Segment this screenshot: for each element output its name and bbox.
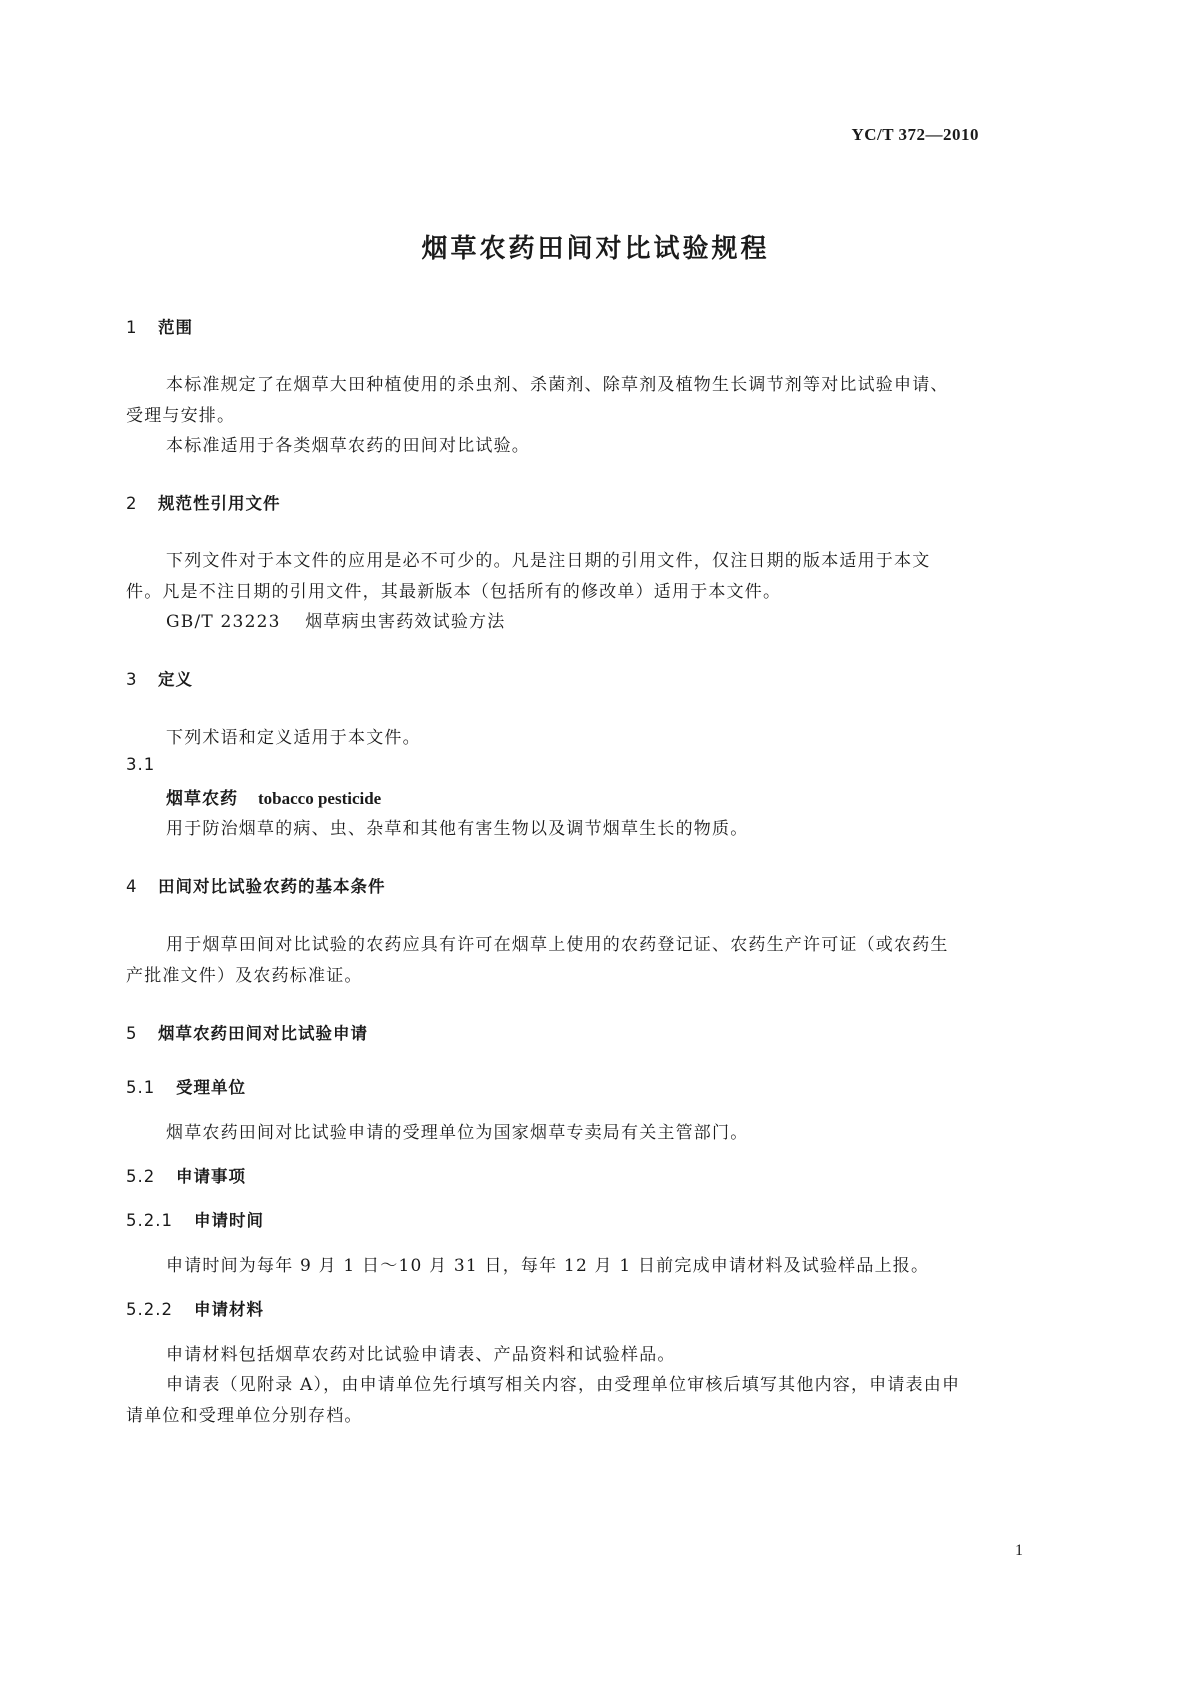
section-5-heading	[126, 1020, 368, 1044]
subsection-title: 受理单位	[176, 1078, 246, 1097]
paragraph-continuation: 产批准文件）及农药标准证。	[126, 966, 363, 986]
section-title: 定义	[158, 670, 193, 689]
section-title: 范围	[158, 318, 193, 337]
section-number: 2	[126, 494, 138, 513]
section-4-heading	[126, 873, 386, 897]
section-number: 3	[126, 670, 138, 689]
section-title: 规范性引用文件	[158, 494, 281, 513]
subsection-number: 5.2.1	[126, 1211, 173, 1230]
paragraph: 用于烟草田间对比试验的农药应具有许可在烟草上使用的农药登记证、农药生产许可证（或农药生	[166, 935, 949, 955]
term-chinese: 烟草农药	[166, 789, 238, 809]
paragraph: 申请表（见附录 A），由申请单位先行填写相关内容，由受理单位审核后填写其他内容，申请表由申	[166, 1375, 961, 1395]
subsection-number: 5.2	[126, 1167, 156, 1186]
section-2-heading	[126, 490, 281, 514]
subsection-number: 5.1	[126, 1078, 156, 1097]
reference-code: GB/T 23223	[166, 612, 281, 632]
section-number: 4	[126, 877, 138, 896]
subsection-5-2-1-heading	[126, 1207, 264, 1231]
normative-reference	[166, 607, 505, 632]
term-entry	[166, 784, 381, 809]
reference-title: 烟草病虫害药效试验方法	[305, 612, 506, 632]
paragraph: 申请时间为每年 9 月 1 日～10 月 31 日，每年 12 月 1 日前完成申请材料及试验样品上报。	[166, 1256, 930, 1276]
page-number: 1	[1015, 1542, 1023, 1559]
paragraph: 烟草农药田间对比试验申请的受理单位为国家烟草专卖局有关主管部门。	[166, 1123, 749, 1143]
section-number: 1	[126, 318, 138, 337]
paragraph: 申请材料包括烟草农药对比试验申请表、产品资料和试验样品。	[166, 1345, 676, 1365]
paragraph-continuation: 件。凡是不注日期的引用文件，其最新版本（包括所有的修改单）适用于本文件。	[126, 582, 782, 602]
paragraph: 本标准规定了在烟草大田种植使用的杀虫剂、杀菌剂、除草剂及植物生长调节剂等对比试验申请、	[166, 375, 949, 395]
section-title: 田间对比试验农药的基本条件	[158, 877, 386, 896]
document-title: 烟草农药田间对比试验规程	[421, 234, 770, 264]
standard-number: YC/T 372—2010	[851, 125, 979, 144]
subsection-5-2-heading	[126, 1163, 246, 1187]
paragraph: 下列文件对于本文件的应用是必不可少的。凡是注日期的引用文件，仅注日期的版本适用于本文	[166, 551, 931, 571]
subsection-title: 申请材料	[194, 1300, 264, 1319]
paragraph-continuation: 受理与安排。	[126, 406, 236, 426]
section-title: 烟草农药田间对比试验申请	[158, 1024, 368, 1043]
paragraph-continuation: 请单位和受理单位分别存档。	[126, 1406, 363, 1426]
section-number: 5	[126, 1024, 138, 1043]
subsection-title: 申请事项	[176, 1167, 246, 1186]
subsection-5-2-2-heading	[126, 1296, 264, 1320]
term-english: tobacco pesticide	[258, 789, 382, 808]
section-3-heading	[126, 666, 193, 690]
paragraph: 本标准适用于各类烟草农药的田间对比试验。	[166, 436, 530, 456]
subsection-title: 申请时间	[194, 1211, 264, 1230]
subsection-number: 3.1	[126, 755, 156, 774]
subsection-5-1-heading	[126, 1074, 246, 1098]
term-definition: 用于防治烟草的病、虫、杂草和其他有害生物以及调节烟草生长的物质。	[166, 819, 749, 839]
section-1-heading	[126, 314, 193, 338]
subsection-number: 5.2.2	[126, 1300, 173, 1319]
paragraph: 下列术语和定义适用于本文件。	[166, 728, 421, 748]
